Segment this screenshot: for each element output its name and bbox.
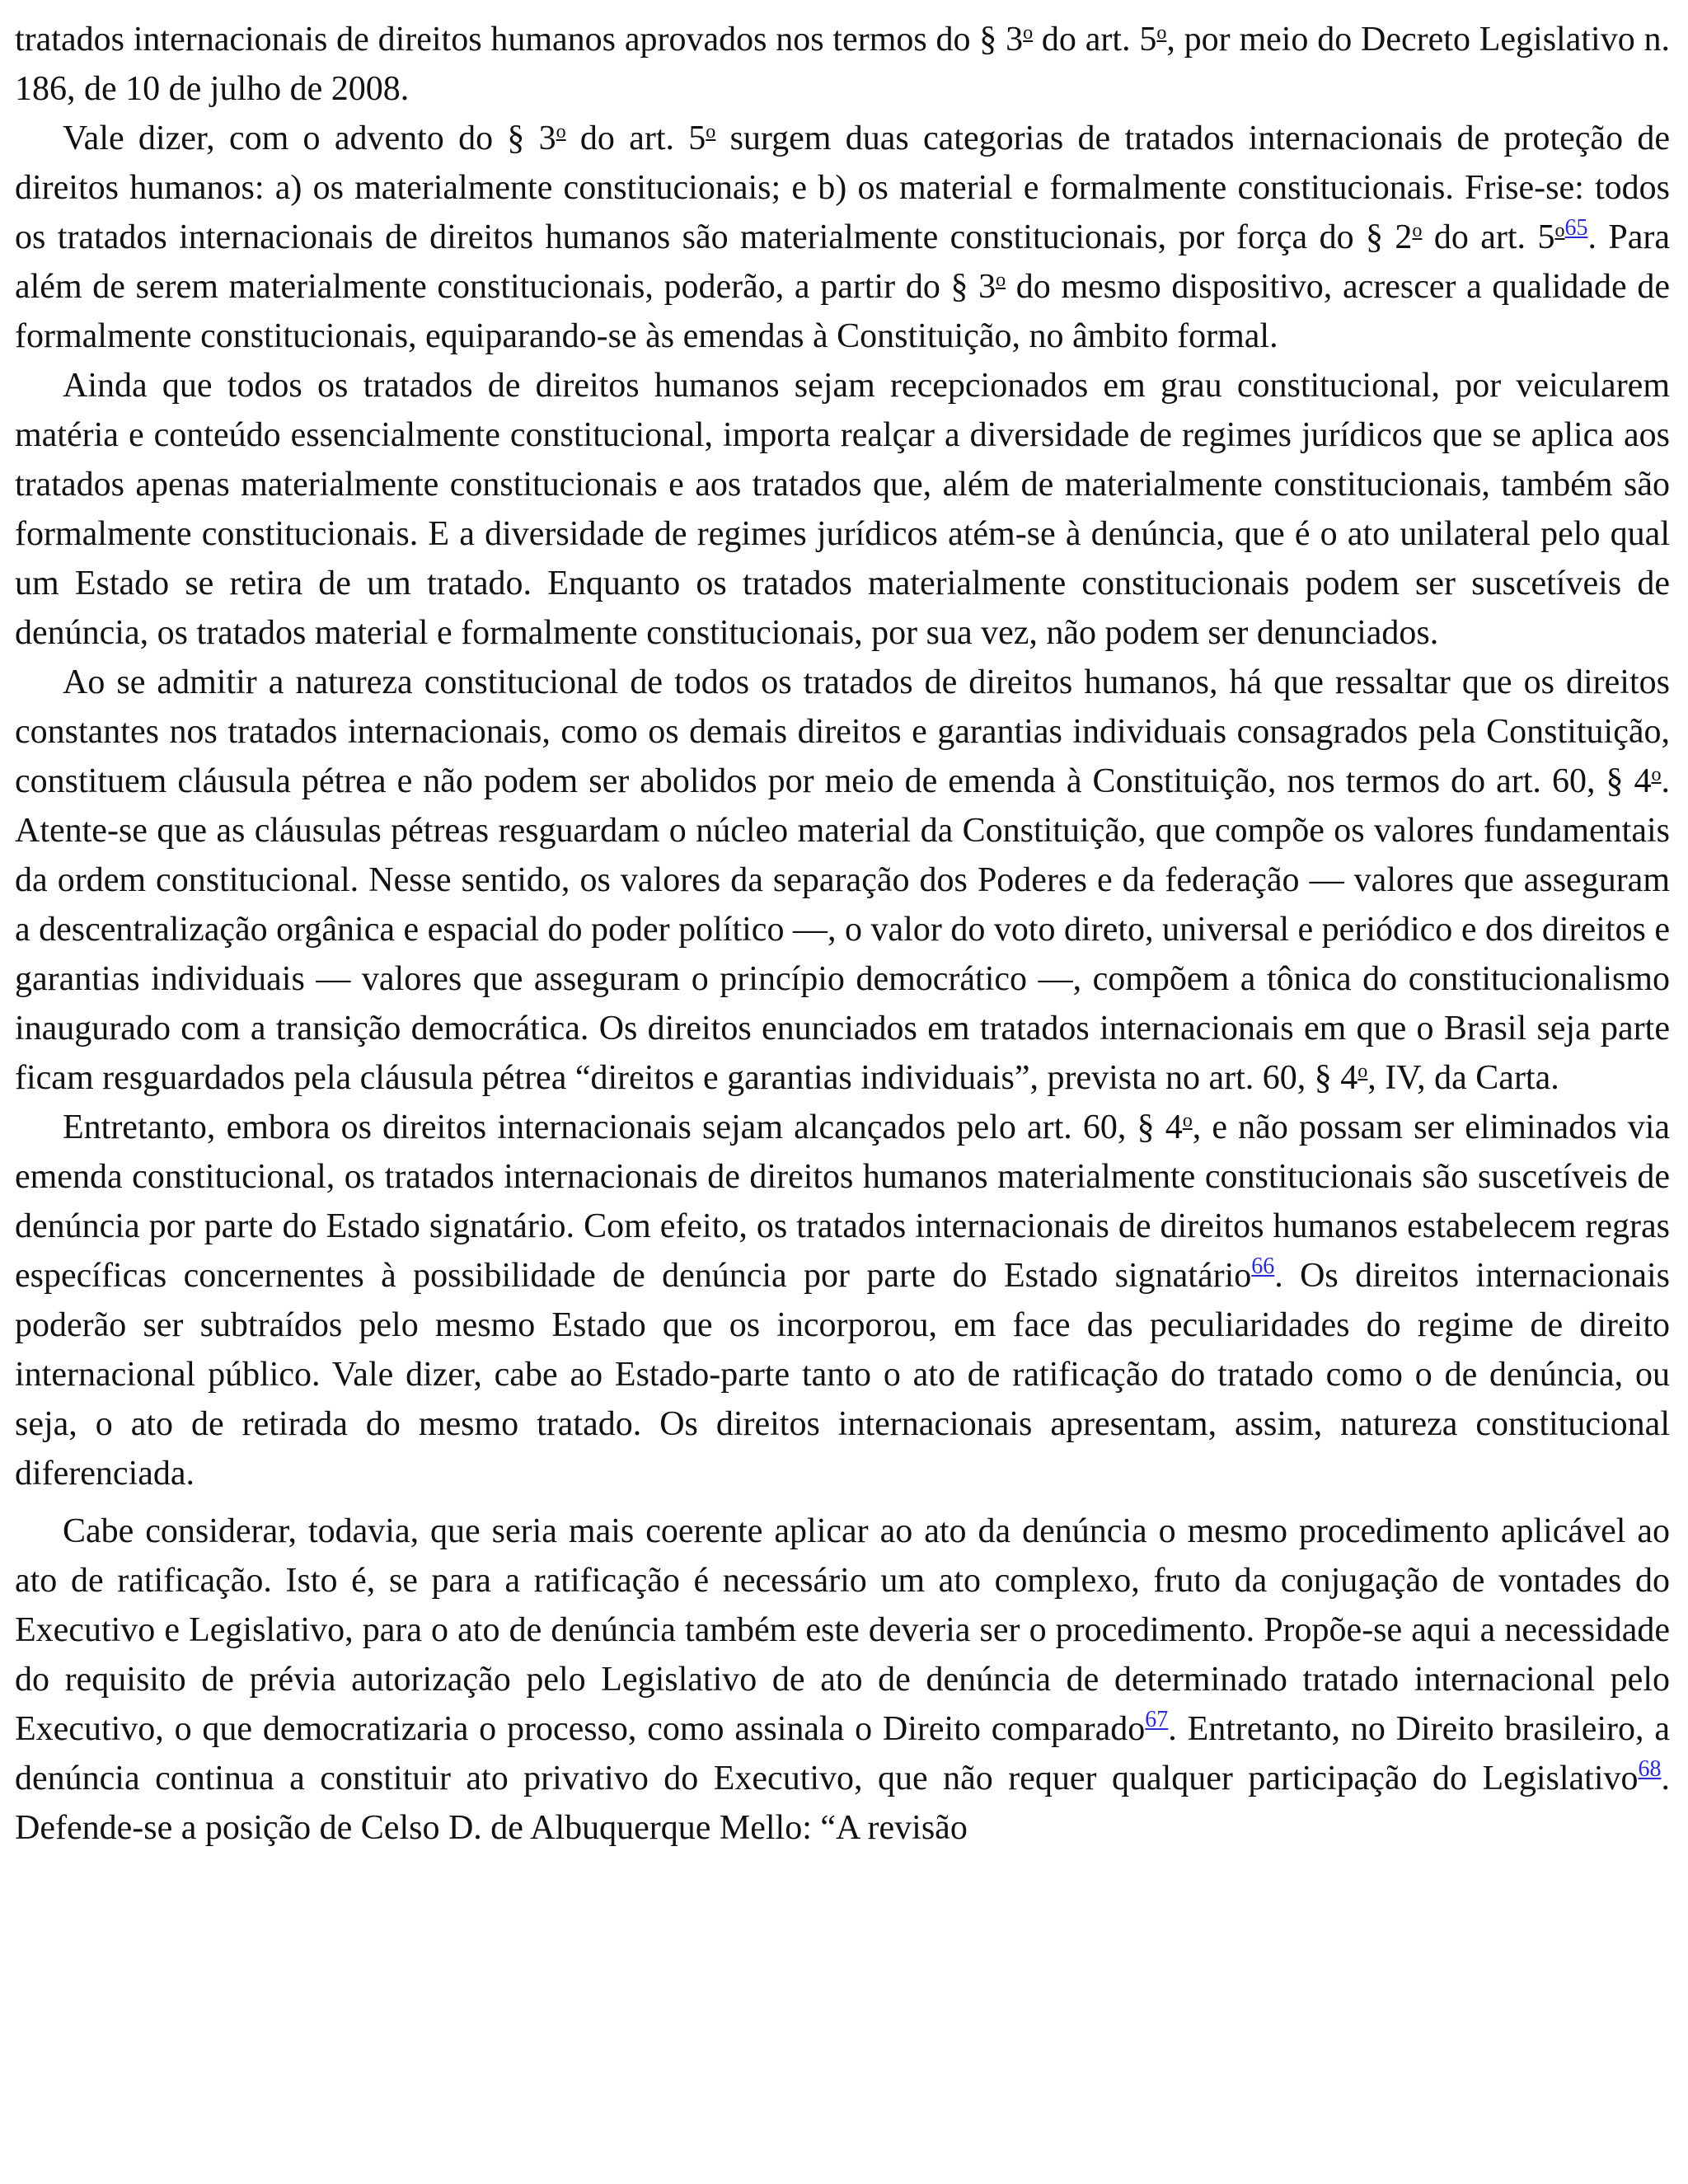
paragraph-6 — [15, 1507, 1670, 1853]
paragraph-1-text-b: do art. 5 — [1033, 21, 1157, 59]
paragraph-6-text-b: . Entretanto, no Direito brasileiro, a denúncia continua a constituir ato privativo do Executivo, que não requer qualquer participação do Legislativo — [15, 1710, 1670, 1797]
ordinal-marker: o — [1554, 220, 1565, 241]
paragraph-6-text-a: Cabe considerar, todavia, que seria mais coerente aplicar ao ato da denúncia o mesmo procedimento aplicável ao ato de ratificação. Isto é, se para a ratificação é necessário um ato complexo, fruto da conjugação de vontades do Executivo e Legislativo, para o ato de denúncia também este deveria ser o procedimento. Propõe-se aqui a necessidade do requisito de prévia autorização pelo Legislativo de ato de denúncia de determinado tratado internacional pelo Executivo, o que democratizaria o processo, como assinala o Direito comparado — [15, 1512, 1670, 1748]
paragraph-4-text-c: , IV, da Carta. — [1367, 1059, 1559, 1097]
paragraph-3-text: Ainda que todos os tratados de direitos humanos sejam recepcionados em grau constitucional, por veicularem matéria e conteúdo essencialmente constitucional, importa realçar a diversidade de regimes jurídicos que se aplica aos tratados apenas materialmente constitucionais e aos tratados que, além de materialmente constitucionais, também são formalmente constitucionais. E a diversidade de regimes jurídicos atém-se à denúncia, que é o ato unilateral pelo qual um Estado se retira de um tratado. Enquanto os tratados materialmente constitucionais podem ser suscetíveis de denúncia, os tratados material e formalmente constitucionais, por sua vez, não podem ser denunciados. — [15, 367, 1670, 652]
paragraph-1-text-c: , por meio do Decreto Legislativo n. 186, de 10 de julho de 2008. — [15, 21, 1671, 108]
ordinal-marker: o — [1023, 22, 1034, 44]
ordinal-marker: o — [556, 121, 566, 143]
paragraph-6-text-c: . Defende-se a posição de Celso D. de Albuquerque Mello: “A revisão — [15, 1760, 1670, 1847]
paragraph-5-text-c: . Os direitos internacionais poderão ser subtraídos pelo mesmo Estado que os incorporou, em face das peculiaridades do regime de direito internacional público. Vale dizer, cabe ao Estado-parte tanto o ato de ratificação do tratado como o de denúncia, ou seja, o ato de retirada do mesmo tratado. Os direitos internacionais apresentam, assim, natureza constitucional diferenciada. — [15, 1257, 1671, 1493]
paragraph-3 — [15, 361, 1670, 658]
footnote-link-68[interactable]: 68 — [1638, 1756, 1662, 1782]
footnote-link-65[interactable]: 65 — [1564, 215, 1588, 241]
paragraph-1-text-a: tratados internacionais de direitos humanos aprovados nos termos do § 3 — [15, 21, 1024, 59]
ordinal-marker: o — [1651, 764, 1662, 785]
paragraph-5-text-a: Entretanto, embora os direitos internacionais sejam alcançados pelo art. 60, § 4 — [63, 1108, 1183, 1146]
paragraph-2-text-c: surgem duas categorias de tratados internacionais de proteção de direitos humanos: a) os materialmente constitucionais; e b) os material e formalmente constitucionais. Frise-se: todos os tratados internacionais de direitos humanos são materialmente constitucionais, por força do § 2 — [15, 120, 1670, 256]
paragraph-2-text-e: . Para além de serem materialmente constitucionais, poderão, a partir do § 3 — [15, 218, 1671, 306]
ordinal-marker: o — [1412, 220, 1423, 241]
paragraph-5-text-b: , e não possam ser eliminados via emenda constitucional, os tratados internacionais de direitos humanos materialmente constitucionais são suscetíveis de denúncia por parte do Estado signatário. Com efeito, os tratados internacionais de direitos humanos estabelecem regras específicas concernentes à possibilidade de denúncia por parte do Estado signatário — [15, 1108, 1671, 1295]
ordinal-marker: o — [706, 121, 716, 143]
paragraph-2-text-a: Vale dizer, com o advento do § 3 — [63, 120, 556, 157]
paragraph-2-text-d: do art. 5 — [1422, 218, 1555, 256]
paragraph-1 — [15, 15, 1670, 114]
paragraph-4 — [15, 658, 1670, 1103]
paragraph-4-text-a: Ao se admitir a natureza constitucional de todos os tratados de direitos humanos, há que ressaltar que os direitos constantes nos tratados internacionais, como os demais direitos e garantias individuais consagrados pela Constituição, constituem cláusula pétrea e não podem ser abolidos por meio de emenda à Constituição, nos termos do art. 60, § 4 — [15, 663, 1670, 800]
ordinal-marker: o — [1357, 1061, 1368, 1082]
paragraph-4-text-b: . Atente-se que as cláusulas pétreas resguardam o núcleo material da Constituição, que compõe os valores fundamentais da ordem constitucional. Nesse sentido, os valores da separação dos Poderes e da federação — valores que asseguram a descentralização orgânica e espacial do poder político —, o valor do voto direto, universal e periódico e dos direitos e garantias individuais — valores que asseguram o princípio democrático —, compõem a tônica do constitucionalismo inaugurado com a transição democrática. Os direitos enunciados em tratados internacionais em que o Brasil seja parte ficam resguardados pela cláusula pétrea “direitos e garantias individuais”, prevista no art. 60, § 4 — [15, 762, 1670, 1097]
footnote-link-66[interactable]: 66 — [1251, 1254, 1275, 1279]
footnote-link-67[interactable]: 67 — [1145, 1707, 1169, 1732]
ordinal-marker: o — [996, 269, 1006, 291]
paragraph-2 — [15, 114, 1670, 361]
paragraph-5 — [15, 1103, 1670, 1498]
ordinal-marker: o — [1182, 1110, 1193, 1132]
paragraph-2-text-b: do art. 5 — [565, 120, 706, 157]
ordinal-marker: o — [1156, 22, 1167, 44]
paragraph-2-text-f: do mesmo dispositivo, acrescer a qualidade de formalmente constitucionais, equiparando-se às emendas à Constituição, no âmbito formal. — [15, 268, 1670, 355]
